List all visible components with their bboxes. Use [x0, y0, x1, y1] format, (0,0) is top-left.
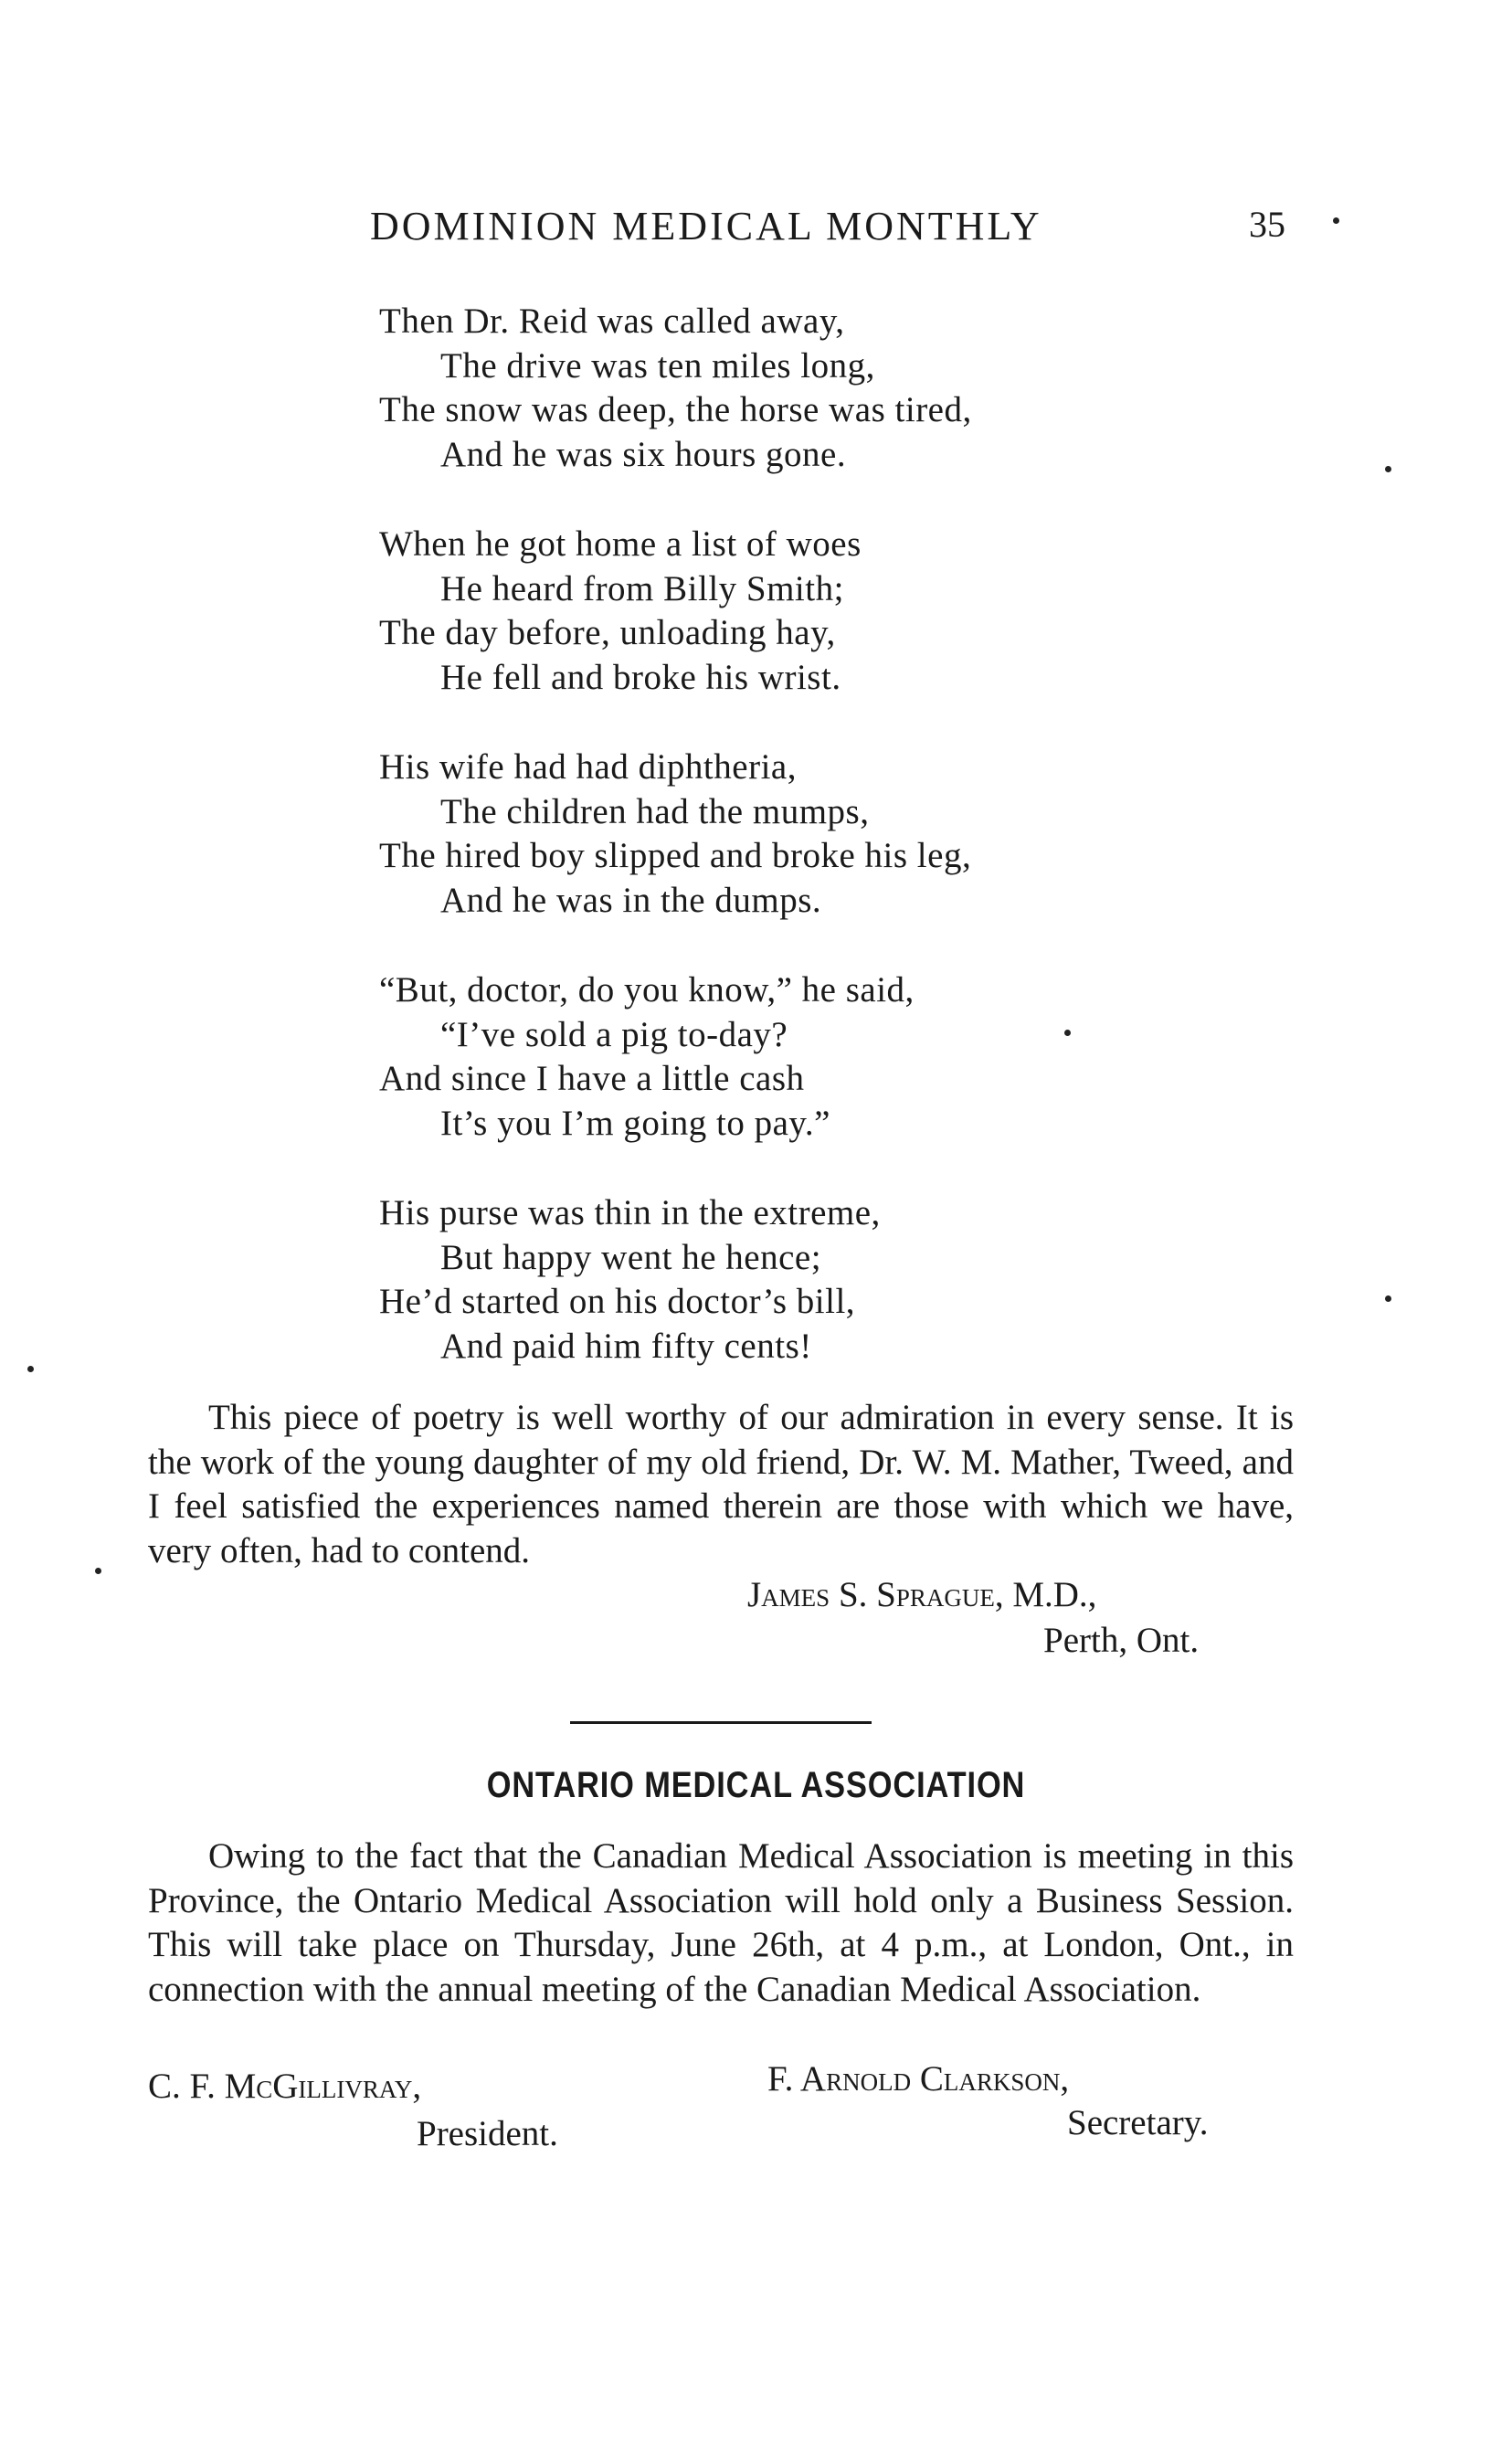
poem	[379, 300, 1201, 1414]
poem-line: He’d started on his doctor’s bill,	[379, 1282, 856, 1321]
poem-line: The day before, unloading hay,	[379, 613, 836, 652]
poem-stanza	[379, 1191, 1201, 1369]
poem-line: And paid him fifty cents!	[440, 1326, 812, 1366]
scan-speck	[1064, 1030, 1071, 1036]
poem-line: His wife had had diphtheria,	[379, 747, 797, 787]
commentary-text: This piece of poetry is well worthy of our admiration in every sense. It is the work of the young daughter of my old friend, Dr. W. M. Mather, Tweed, and I feel satisfied the experiences named therein are those with which we have, very often, had to contend.	[148, 1398, 1294, 1570]
section-heading: ONTARIO MEDICAL ASSOCIATION	[486, 1765, 1026, 1805]
poem-line: The drive was ten miles long,	[440, 345, 875, 386]
poem-line: He heard from Billy Smith;	[440, 568, 844, 608]
poem-stanza	[379, 523, 1201, 700]
secretary-title: Secretary.	[1067, 2103, 1209, 2142]
scan-speck	[95, 1568, 101, 1574]
scan-speck	[27, 1366, 34, 1372]
president-title: President.	[417, 2114, 558, 2153]
poem-stanza	[379, 300, 1201, 477]
poem-stanza	[379, 968, 1201, 1146]
poem-line: Then Dr. Reid was called away,	[379, 301, 845, 341]
poem-line: The snow was deep, the horse was tired,	[379, 390, 972, 429]
secretary-name: F. Arnold Clarkson,	[767, 2059, 1070, 2099]
poem-line: But happy went he hence;	[440, 1237, 822, 1277]
poem-line: And he was in the dumps.	[440, 880, 822, 920]
poem-line: And he was six hours gone.	[440, 434, 847, 474]
signature-place: Perth, Ont.	[1043, 1621, 1200, 1660]
poem-stanza	[379, 745, 1201, 923]
scan-speck	[1385, 466, 1391, 472]
section-divider	[570, 1721, 872, 1724]
poem-line: The hired boy slipped and broke his leg,	[379, 836, 972, 875]
page-number: 35	[1249, 204, 1285, 245]
scan-speck	[1333, 217, 1339, 224]
association-text: Owing to the fact that the Canadian Medical Association is meeting in this Province, the Ontario Medical Association will hold only a Business Session. This will take place on Thursday, June 26th, at 4 p.m., at London, Ont., in connection with the annual meeting of the Canadian Medical Association.	[148, 1836, 1294, 2009]
poem-line: His purse was thin in the extreme,	[379, 1193, 881, 1232]
poem-line: It’s you I’m going to pay.”	[440, 1103, 830, 1143]
commentary-paragraph	[148, 1396, 1294, 1573]
poem-line: When he got home a list of woes	[379, 524, 862, 564]
president-name: C. F. McGillivray,	[148, 2067, 422, 2106]
signature-name: James S. Sprague, M.D.,	[747, 1575, 1097, 1614]
running-title: DOMINION MEDICAL MONTHLY	[370, 204, 1042, 248]
poem-line: “I’ve sold a pig to-day?	[440, 1014, 788, 1054]
poem-line: “But, doctor, do you know,” he said,	[379, 970, 915, 1010]
association-paragraph	[148, 1834, 1294, 2012]
poem-line: He fell and broke his wrist.	[440, 657, 841, 697]
scan-speck	[1385, 1295, 1391, 1302]
poem-line: And since I have a little cash	[379, 1059, 805, 1098]
poem-line: The children had the mumps,	[440, 791, 870, 831]
